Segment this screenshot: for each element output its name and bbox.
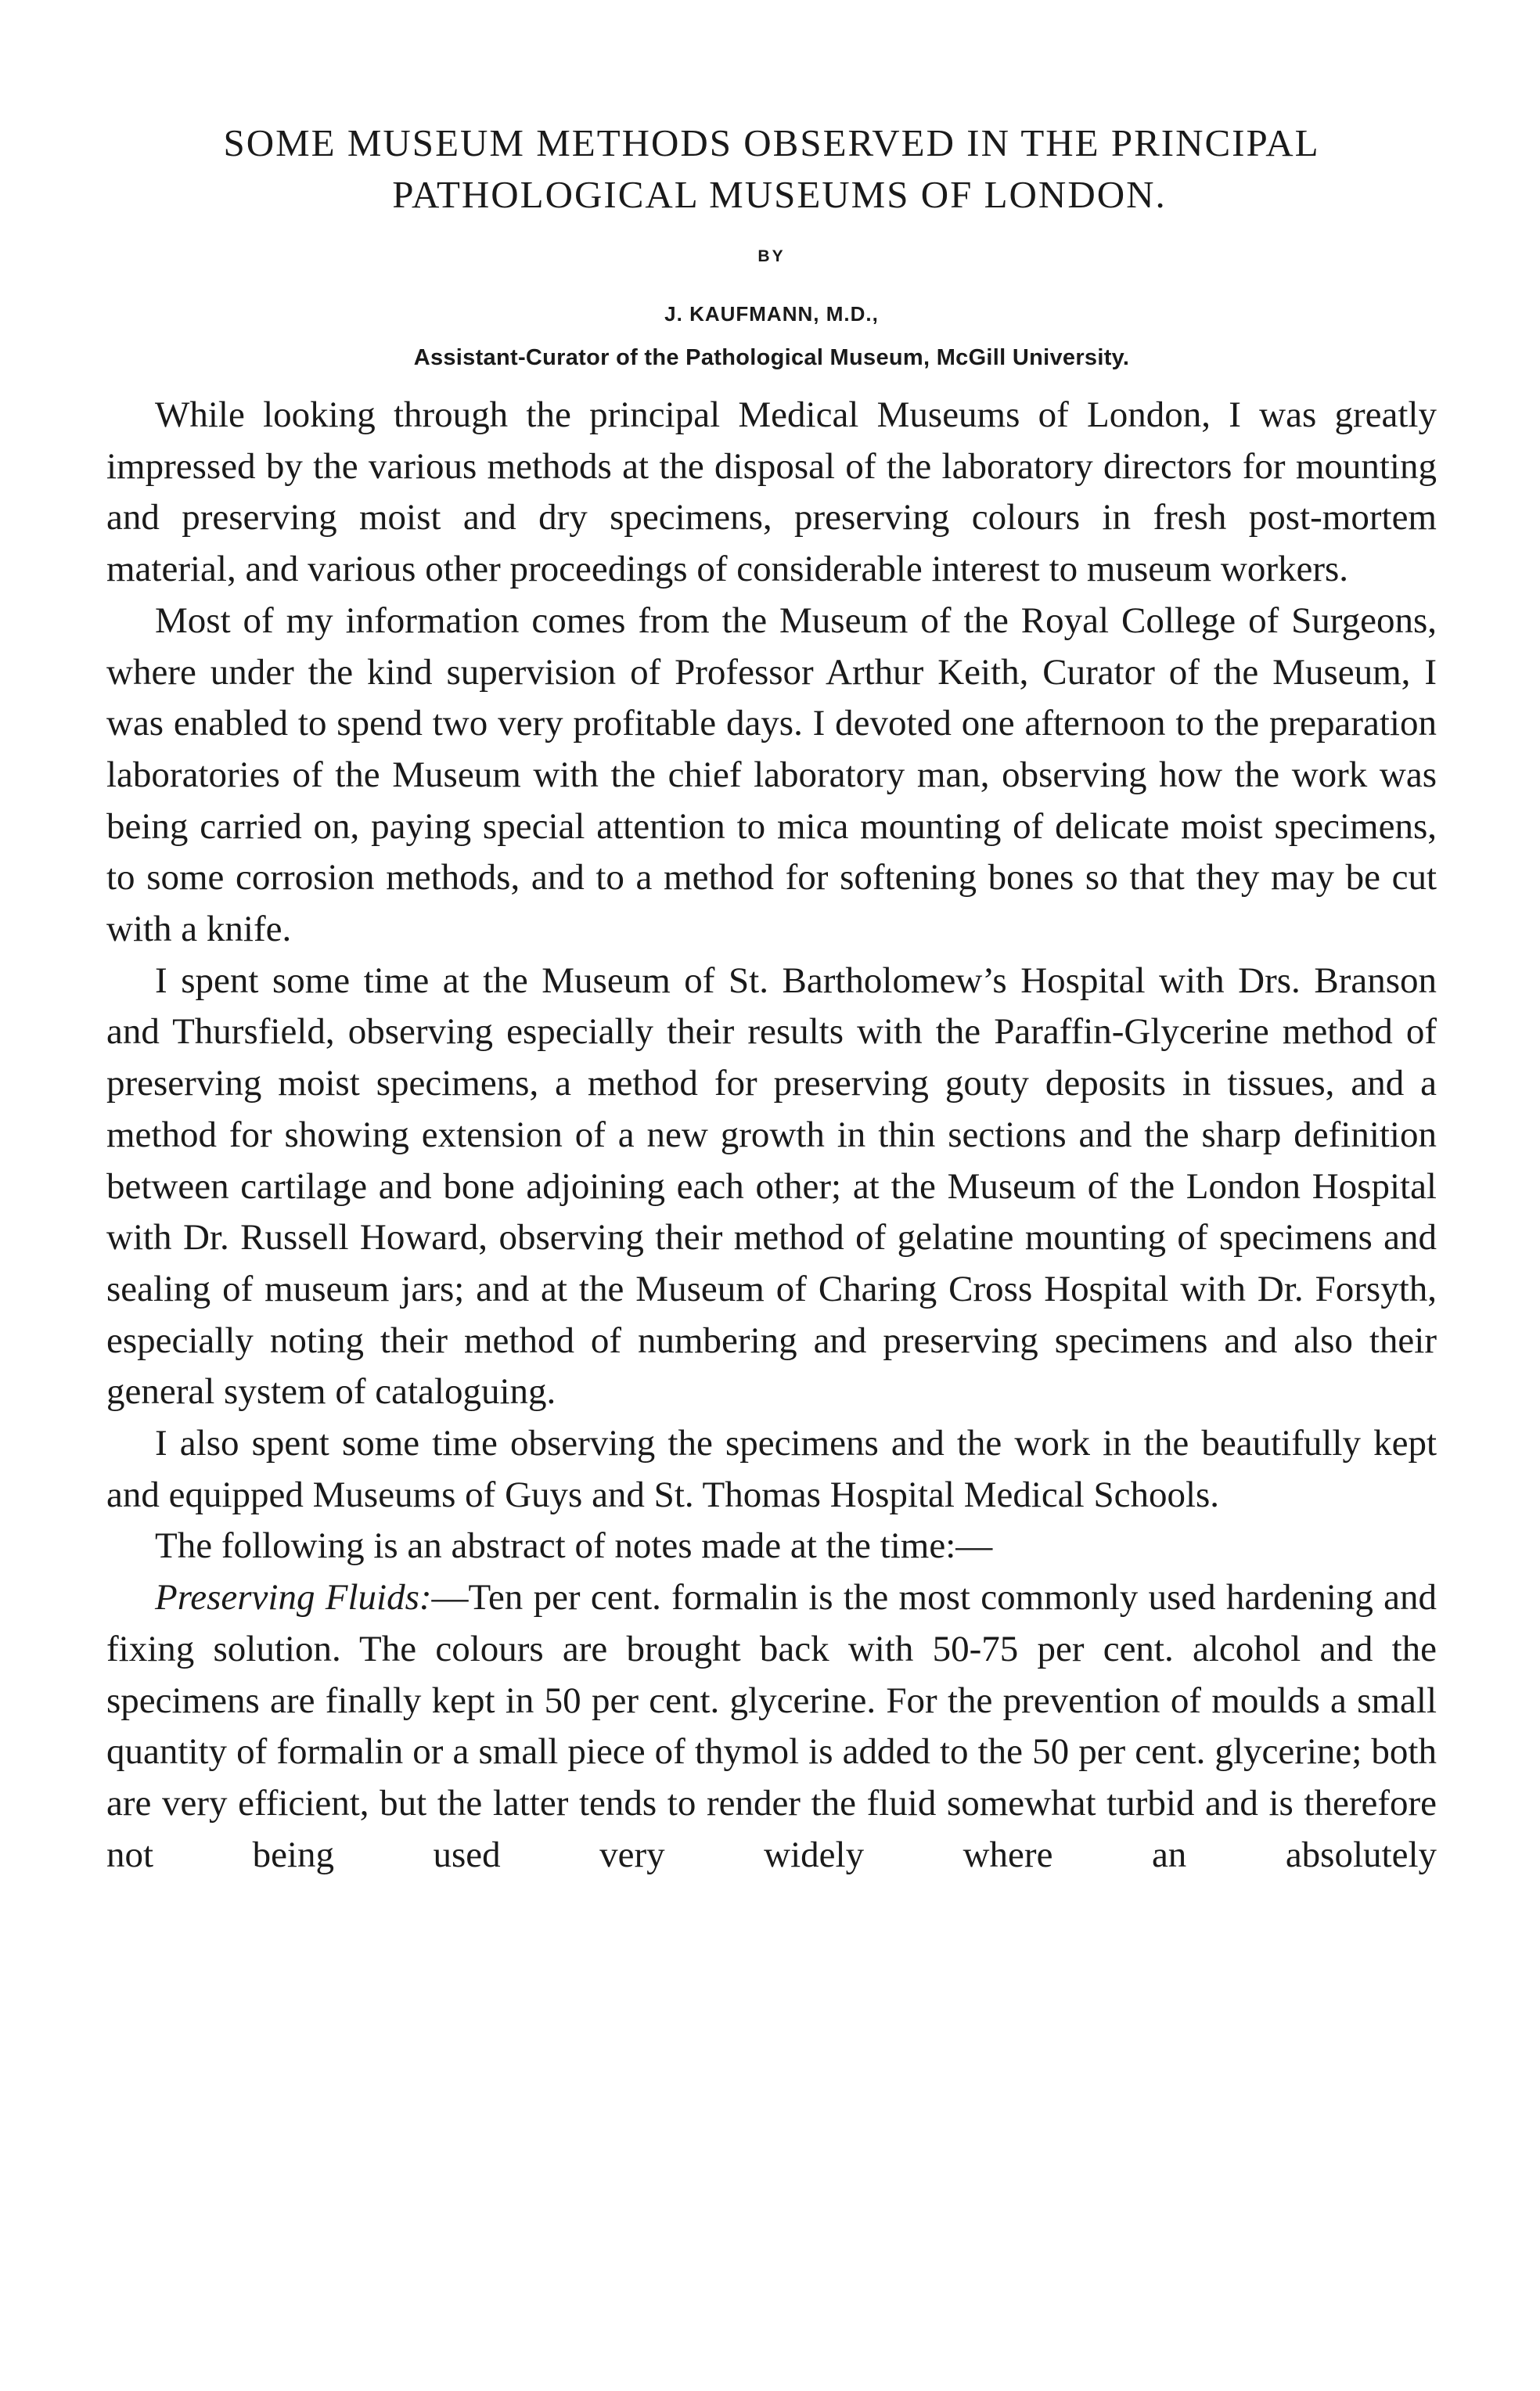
paragraph-intro: While looking through the principal Medical Museums of London, I was greatly impressed by the various methods at the disposal of the laboratory directors for mounting and preserving moist and dry specimens, preserving colours in fresh post-mortem material, and various other proceedings of considerable interest to museum workers. xyxy=(106,394,1437,590)
article-title-line-2: PATHOLOGICAL MUSEUMS OF LONDON. xyxy=(392,173,1167,216)
paragraph-preserving-fluids xyxy=(106,1572,1437,1881)
paragraph-guys-st-thomas: I also spent some time observing the specimens and the work in the beautifully kept and equipped Museums of Guys and St. Thomas Hospital Medical Schools. xyxy=(106,1423,1437,1515)
paragraph-hospital-visits: I spent some time at the Museum of St. Bartholomew’s Hospital with Drs. Branson and Thursfield, observing especially their results with the Paraffin-Glycerine method of preserving moist specimens, a method for preserving gouty deposits in tissues, and a method for showing extension of a new growth in thin sections and the sharp definition between cartilage and bone adjoining each other; at the Museum of the London Hospital with Dr. Russell Howard, observing their method of gelatine mounting of specimens and sealing of museum jars; and at the Museum of Charing Cross Hospital with Dr. Forsyth, especially noting their method of numbering and preserving specimens and also their general system of cataloguing. xyxy=(106,960,1437,1413)
article-body xyxy=(106,390,1437,1881)
article-title-line-1: SOME MUSEUM METHODS OBSERVED IN THE PRINCIPAL xyxy=(223,121,1320,164)
preserving-fluids-text: —Ten per cent. formalin is the most commonly used hardening and fixing solution. The colours are brought back with 50-75 per cent. alcohol and the specimens are finally kept in 50 per cent. glycerine. For the prevention of moulds a small quantity of formalin or a small piece of thymol is added to the 50 per cent. glycerine; both are very efficient, but the latter tends to render the fluid somewhat turbid and is therefore not being used very widely where an absolutely xyxy=(106,1577,1437,1875)
byline-label: BY xyxy=(757,247,786,265)
author-affiliation: Assistant-Curator of the Pathological Museum, McGill University. xyxy=(413,345,1130,370)
article-title xyxy=(106,117,1437,221)
section-heading-preserving-fluids: Preserving Fluids: xyxy=(155,1577,432,1619)
journal-page xyxy=(106,117,1437,1881)
author-name: J. KAUFMANN, M.D., xyxy=(664,302,879,326)
paragraph-royal-college: Most of my information comes from the Museum of the Royal College of Surgeons, where under the kind supervision of Professor Arthur Keith, Curator of the Museum, I was enabled to spend two very profitable days. I devoted one afternoon to the preparation laboratories of the Museum with the chief laboratory man, observing how the work was being carried on, paying special attention to mica mounting of delicate moist specimens, to some corrosion methods, and to a method for softening bones so that they may be cut with a knife. xyxy=(106,600,1437,950)
paragraph-abstract-intro: The following is an abstract of notes made at the time:— xyxy=(155,1525,993,1567)
